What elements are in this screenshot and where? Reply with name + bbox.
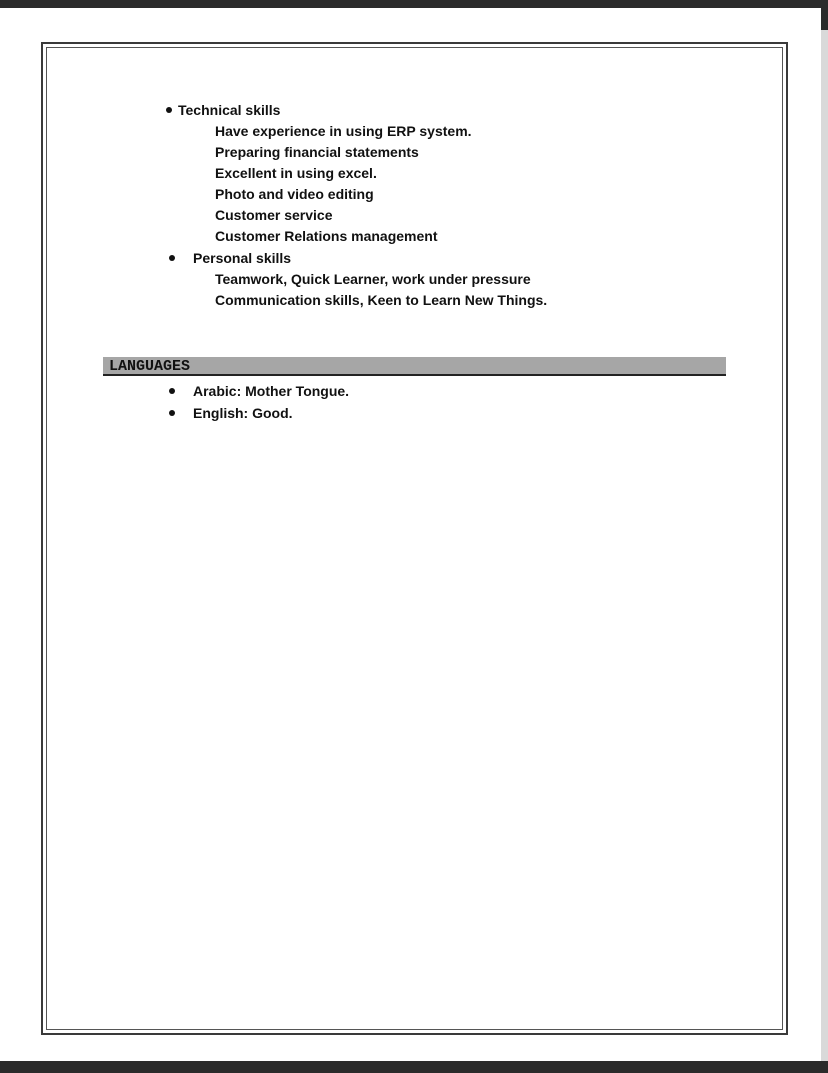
technical-skills-list [166, 121, 766, 247]
language-entry: English: Good. [193, 405, 293, 421]
language-entry: Arabic: Mother Tongue. [193, 383, 350, 399]
bullet-icon [169, 255, 175, 261]
technical-skills-section [166, 100, 766, 247]
personal-skills-list [166, 269, 766, 311]
personal-skills-heading-row [166, 248, 766, 269]
list-item [166, 380, 666, 402]
bullet-icon [169, 388, 175, 394]
list-item: Teamwork, Quick Learner, work under pressure [215, 271, 531, 287]
list-item: Preparing financial statements [215, 144, 419, 160]
list-item: Photo and video editing [215, 186, 374, 202]
list-item: Customer Relations management [215, 228, 438, 244]
technical-skills-heading: Technical skills [178, 102, 281, 118]
bullet-icon [166, 107, 172, 113]
technical-skills-heading-row [166, 100, 766, 121]
list-item: Communication skills, Keen to Learn New Things. [215, 292, 548, 308]
personal-skills-heading: Personal skills [193, 250, 292, 266]
list-item: Excellent in using excel. [215, 165, 377, 181]
page-shadow [821, 30, 828, 1061]
languages-list [166, 380, 666, 424]
bullet-icon [169, 410, 175, 416]
list-item: Customer service [215, 207, 333, 223]
personal-skills-section [166, 248, 766, 311]
languages-section-header: LANGUAGES [103, 357, 726, 376]
list-item: Have experience in using ERP system. [215, 123, 472, 139]
list-item [166, 402, 666, 424]
